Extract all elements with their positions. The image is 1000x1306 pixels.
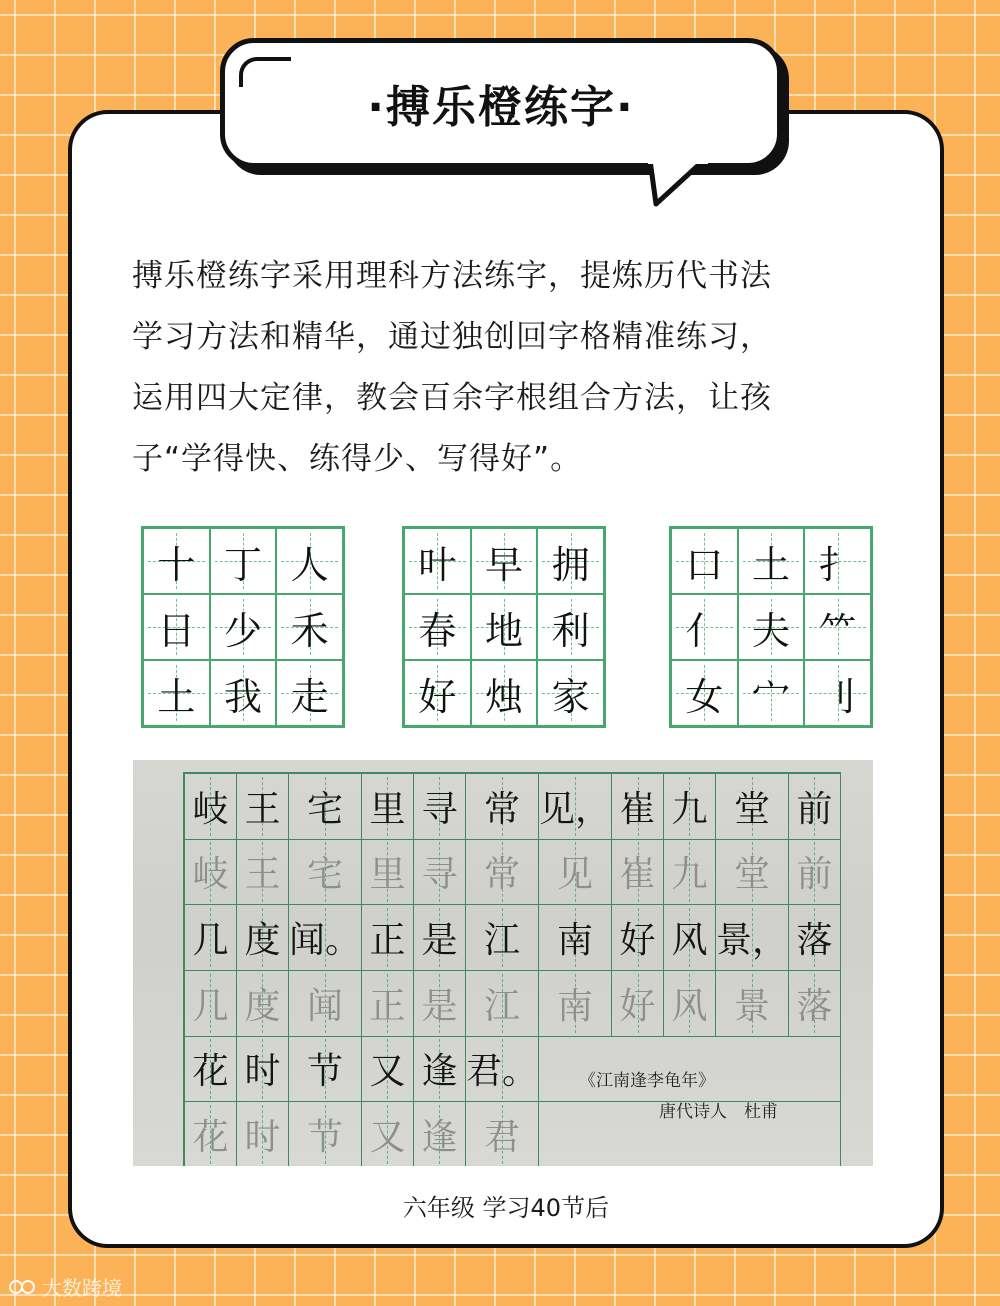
intro-line: 搏乐橙练字采用理科方法练字，提炼历代书法 [132, 258, 772, 294]
practice-cell: 又 [362, 1037, 414, 1103]
practice-cell: 度 [237, 971, 289, 1037]
practice-cell: 时 [237, 1037, 289, 1103]
grid-cell: 家 [537, 660, 604, 726]
bubble-tail [648, 158, 708, 208]
practice-cell: 堂 [716, 840, 789, 906]
practice-cell: 崔 [612, 774, 664, 840]
practice-cell: 君。 [466, 1037, 539, 1103]
grid-cell: 人 [276, 528, 343, 594]
intro-line: 子“学得快、练得少、写得好”。 [132, 441, 583, 477]
grid-cell: 春 [404, 594, 471, 660]
title-bubble [220, 38, 782, 168]
practice-cell: 风 [664, 905, 716, 971]
grid-cell: 叶 [404, 528, 471, 594]
practice-cell: 堂 [716, 774, 789, 840]
practice-cell: 几 [185, 971, 237, 1037]
watermark-text: 大数跨境 [42, 1276, 122, 1300]
poem-title: 《江南逢李龟年》 [579, 1071, 715, 1091]
practice-cell: 江 [466, 971, 539, 1037]
poem-author: 唐代诗人 杜甫 [659, 1102, 778, 1122]
practice-cell: 九 [664, 774, 716, 840]
practice-cell: 落 [789, 971, 841, 1037]
practice-cell: 节 [289, 1037, 362, 1103]
practice-cell: 王 [237, 774, 289, 840]
practice-cell: 风 [664, 971, 716, 1037]
photo-caption: 六年级 学习40节后 [402, 1194, 610, 1222]
practice-cell: 九 [664, 840, 716, 906]
practice-cell: 里 [362, 840, 414, 906]
practice-cell: 好 [612, 971, 664, 1037]
practice-cell: 王 [237, 840, 289, 906]
practice-cell: 里 [362, 774, 414, 840]
grid-cell: 利 [537, 594, 604, 660]
practice-cell: 君 [466, 1102, 539, 1166]
grid-cell: 刂 [804, 660, 871, 726]
practice-cell: 度 [237, 905, 289, 971]
intro-paragraph [132, 246, 892, 490]
practice-cell: 闻 [289, 971, 362, 1037]
practice-cell: 宅 [289, 840, 362, 906]
grid-cell: 禾 [276, 594, 343, 660]
practice-cell: 寻 [414, 840, 466, 906]
practice-cell: 江 [466, 905, 539, 971]
stroke-grid-basic [141, 526, 345, 728]
practice-cell: 景， [716, 905, 789, 971]
practice-cell: 逢 [414, 1037, 466, 1103]
grid-cell: 宀 [738, 660, 805, 726]
practice-cell: 常 [466, 840, 539, 906]
intro-line: 学习方法和精华，通过独创回字格精准练习， [132, 319, 772, 355]
practice-cell: 节 [289, 1102, 362, 1166]
grid-cell: 走 [276, 660, 343, 726]
practice-cell: 岐 [185, 840, 237, 906]
practice-cell: 又 [362, 1102, 414, 1166]
grid-cell: 扌 [804, 528, 871, 594]
practice-cell: 是 [414, 905, 466, 971]
practice-cell: 宅 [289, 774, 362, 840]
practice-cell: 常 [466, 774, 539, 840]
grid-cell: 我 [210, 660, 277, 726]
practice-cell: 闻。 [289, 905, 362, 971]
grid-cell: 夫 [738, 594, 805, 660]
practice-cell: 几 [185, 905, 237, 971]
bubble-corner-mark [239, 57, 291, 87]
intro-line: 运用四大定律，教会百余字根组合方法，让孩 [132, 380, 772, 416]
practice-cell: 时 [237, 1102, 289, 1166]
grid-cell: 十 [143, 528, 210, 594]
watermark-logo-icon [8, 1277, 38, 1297]
watermark [8, 1272, 122, 1301]
grid-cell: 烛 [471, 660, 538, 726]
grid-cell: 好 [404, 660, 471, 726]
practice-cell: 正 [362, 971, 414, 1037]
stroke-grid-compound [402, 526, 606, 728]
practice-cell: 正 [362, 905, 414, 971]
practice-cell: 前 [789, 774, 841, 840]
practice-sheet-photo [133, 760, 873, 1166]
practice-cell: 前 [789, 840, 841, 906]
practice-cell: 落 [789, 905, 841, 971]
practice-cell: 好 [612, 905, 664, 971]
grid-cell: 少 [210, 594, 277, 660]
grid-cell: 口 [671, 528, 738, 594]
practice-cell: 见， [539, 774, 612, 840]
grid-cell: 亻 [671, 594, 738, 660]
practice-cell: 见 [539, 840, 612, 906]
grid-cell: 土 [738, 528, 805, 594]
practice-cell: 崔 [612, 840, 664, 906]
practice-cell: 南 [539, 971, 612, 1037]
practice-cell: 花 [185, 1037, 237, 1103]
practice-cell: 寻 [414, 774, 466, 840]
grid-cell: 早 [471, 528, 538, 594]
grid-cell: 地 [471, 594, 538, 660]
grid-cell: 拥 [537, 528, 604, 594]
practice-cell: 南 [539, 905, 612, 971]
practice-cell: 景 [716, 971, 789, 1037]
practice-cell: 岐 [185, 774, 237, 840]
practice-cell: 花 [185, 1102, 237, 1166]
practice-cell: 逢 [414, 1102, 466, 1166]
grid-cell: 女 [671, 660, 738, 726]
grid-cell: 土 [143, 660, 210, 726]
practice-cell: 是 [414, 971, 466, 1037]
grid-cell: ⺮ [804, 594, 871, 660]
grid-cell: 日 [143, 594, 210, 660]
page-title: ·搏乐橙练字· [367, 82, 635, 133]
grid-cell: 丁 [210, 528, 277, 594]
poem-attribution [579, 1066, 829, 1122]
stroke-grid-radicals [669, 526, 873, 728]
